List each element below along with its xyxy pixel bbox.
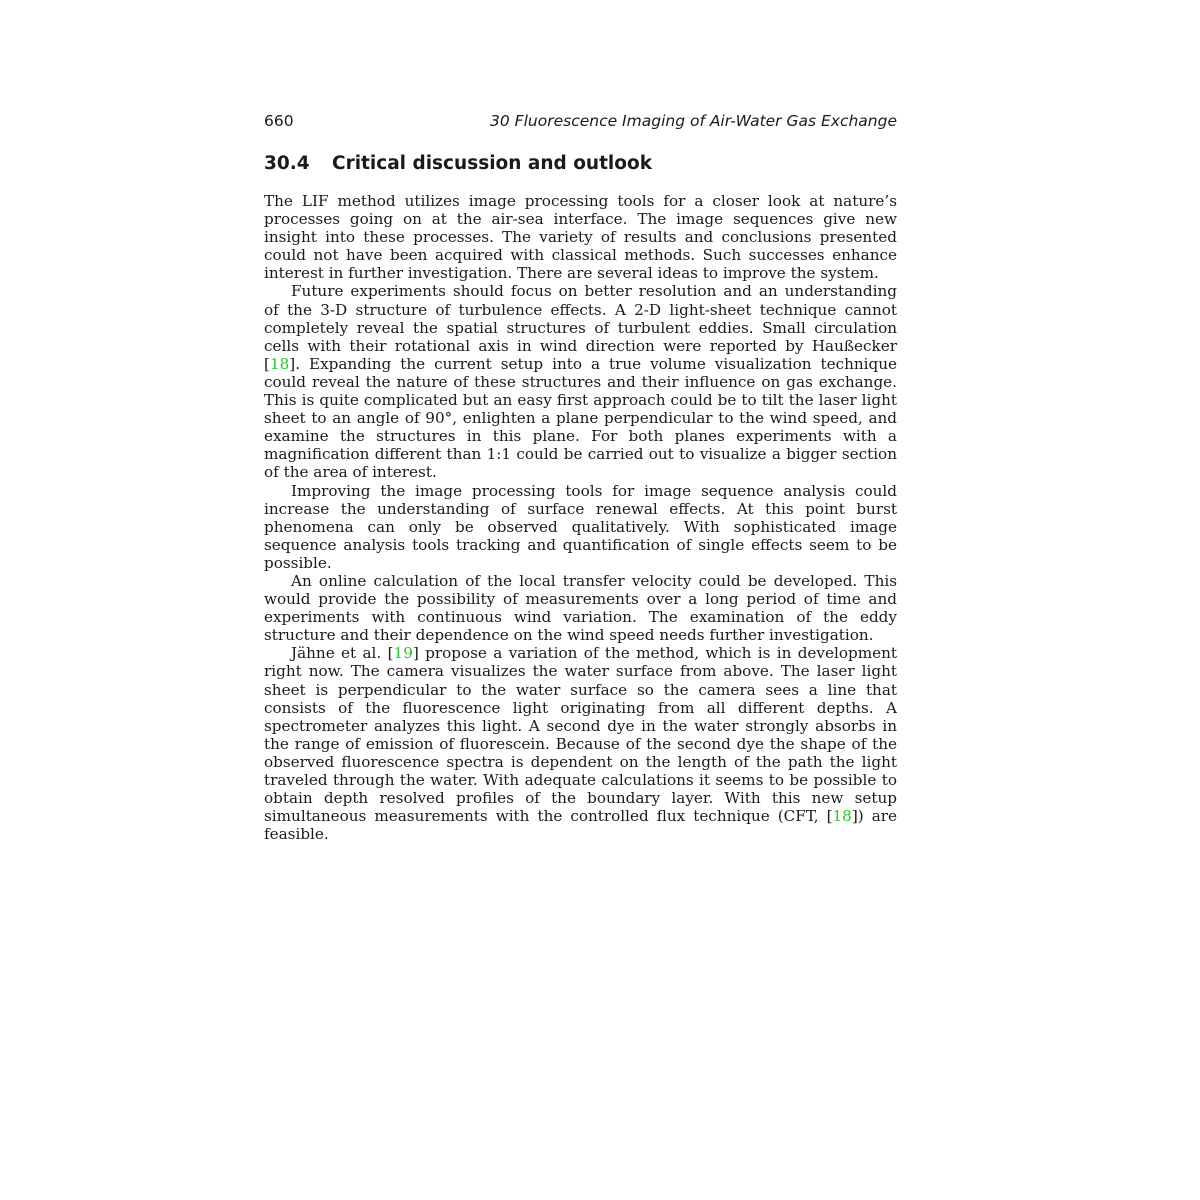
section-number: 30.4: [264, 153, 310, 174]
citation-link[interactable]: 18: [832, 807, 852, 826]
section-heading: [264, 152, 897, 176]
citation-link[interactable]: 18: [269, 354, 290, 373]
section-title: Critical discussion and outlook: [332, 153, 653, 174]
paragraph-text: Future experiments should focus on better resolution and an understanding of the 3-D structure of turbulence effects. A 2-D light-sheet technique cannot completely reveal the spatial structures of turbulent eddies. Small circulation cells with their rotational axis in wind direction were reported by Haußecker [: [264, 282, 897, 373]
paragraph-3: Improving the image processing tools for image sequence analysis could increase the understanding of surface renewal effects. At this point burst phenomena can only be observed qualitatively. With sophisticated image sequence analysis tools tracking and quantification of single effects seem to be possible.: [264, 481, 897, 572]
document-page: [264, 112, 897, 843]
paragraph-4: An online calculation of the local transfer velocity could be developed. This would provide the possibility of measurements over a long period of time and experiments with continuous wind variation. The examination of the eddy structure and their dependence on the wind speed needs further investigation.: [264, 571, 897, 645]
chapter-title: 30 Fluorescence Imaging of Air-Water Gas Exchange: [490, 112, 897, 130]
paragraph-text: ]. Expanding the current setup into a true volume visualization technique could reveal the nature of these structures and their influence on gas exchange. This is quite complicated but an easy first approach could be to tilt the laser light sheet to an angle of 90°, enlighten a plane perpendicular to the wind speed, and examine the structures in this plane. For both planes experiments with a magnification different than 1:1 could be carried out to visualize a bigger section of the area of interest.: [264, 354, 897, 482]
running-header: [264, 112, 897, 134]
page-number: 660: [264, 112, 294, 130]
paragraph-2: [264, 282, 897, 481]
paragraph-text: ]) are feasible.: [264, 807, 897, 844]
body-text: [264, 192, 897, 843]
paragraph-1: The LIF method utilizes image processing tools for a closer look at nature’s processes going on at the air-sea interface. The image sequences give new insight into these processes. The variety of results and conclusions presented could not have been acquired with classical methods. Such successes enhance interest in further investigation. There are several ideas to improve the system.: [264, 192, 897, 283]
paragraph-text: ] propose a variation of the method, which is in development right now. The camera visualizes the water surface from above. The laser light sheet is perpendicular to the water surface so the camera sees a line that consists of the fluorescence light originating from all different depths. A spectrometer analyzes this light. A second dye in the water strongly absorbs in the range of emission of fluorescein. Because of the second dye the shape of the observed fluorescence spectra is dependent on the length of the path the light traveled through the water. With adequate calculations it seems to be possible to obtain depth resolved profiles of the boundary layer. With this new setup simultaneous measurements with the controlled flux technique (CFT, [: [264, 644, 897, 826]
citation-link[interactable]: 19: [393, 644, 413, 663]
paragraph-text: Jähne et al. [: [291, 644, 394, 663]
paragraph-5: [264, 644, 897, 843]
